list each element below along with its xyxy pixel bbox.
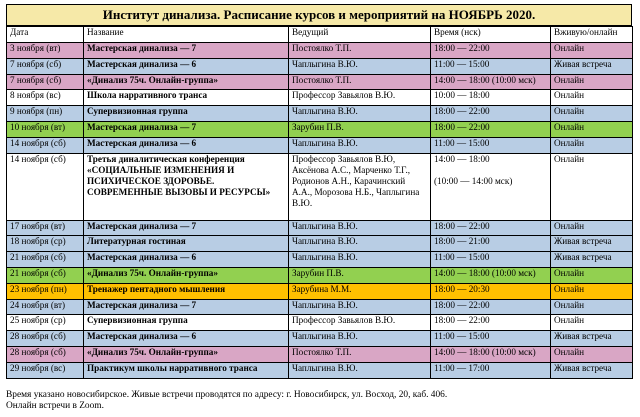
cell-mode: Онлайн xyxy=(551,137,633,153)
table-row xyxy=(7,283,633,299)
cell-name: Супервизионная группа xyxy=(84,315,289,331)
cell-time: 18:00 — 22:00 xyxy=(431,43,551,59)
cell-host: Чаплыгина В.Ю. xyxy=(289,106,431,122)
cell-mode: Онлайн xyxy=(551,315,633,331)
table-row xyxy=(7,43,633,59)
cell-date: 28 ноября (сб) xyxy=(7,346,84,362)
schedule-title: Институт динализа. Расписание курсов и мероприятий на НОЯБРЬ 2020. xyxy=(6,4,632,26)
cell-host: Чаплыгина В.Ю. xyxy=(289,58,431,74)
cell-host: Чаплыгина В.Ю. xyxy=(289,252,431,268)
cell-mode: Живая встреча xyxy=(551,362,633,378)
cell-time: 10:00 — 18:00 xyxy=(431,90,551,106)
cell-host: Чаплыгина В.Ю. xyxy=(289,331,431,347)
table-row xyxy=(7,252,633,268)
cell-host: Постоялко Т.П. xyxy=(289,74,431,90)
cell-host: Профессор Завьялов В.Ю. xyxy=(289,315,431,331)
cell-mode: Онлайн xyxy=(551,121,633,137)
cell-time: 11:00 — 17:00 xyxy=(431,362,551,378)
cell-mode: Онлайн xyxy=(551,43,633,59)
cell-mode: Живая встреча xyxy=(551,331,633,347)
table-row xyxy=(7,267,633,283)
cell-name: Третья диналитическая конференция «СОЦИАЛЬНЫЕ ИЗМЕНЕНИЯ И ПСИХИЧЕСКОЕ ЗДОРОВЬЕ. СОВРЕМЕННЫЕ ВЫЗОВЫ И РЕСУРСЫ» xyxy=(84,153,289,220)
cell-date: 28 ноября (сб) xyxy=(7,331,84,347)
cell-mode: Онлайн xyxy=(551,267,633,283)
cell-date: 10 ноября (вт) xyxy=(7,121,84,137)
cell-date: 21 ноября (сб) xyxy=(7,267,84,283)
cell-mode: Живая встреча xyxy=(551,252,633,268)
cell-host: Зарубина М.М. xyxy=(289,283,431,299)
footer-online-note: Онлайн встречи в Zoom. xyxy=(6,401,104,411)
table-row xyxy=(7,299,633,315)
cell-host: Постоялко Т.П. xyxy=(289,346,431,362)
cell-time: 14:00 — 18:00 (10:00 мск) xyxy=(431,346,551,362)
cell-host: Профессор Завьялов В.Ю, Аксёнова А.С., Марченко Т.Г., Родионов А.Н., Карачинский А.А., Морозова Н.Б., Чаплыгина В.Ю. xyxy=(289,153,431,220)
column-header-date: Дата xyxy=(7,27,84,43)
table-row xyxy=(7,137,633,153)
cell-time xyxy=(431,153,551,220)
cell-mode: Онлайн xyxy=(551,299,633,315)
column-header-mode: Вживую/онлайн xyxy=(551,27,633,43)
cell-name: Мастерская динализа — 6 xyxy=(84,137,289,153)
cell-host: Зарубин П.В. xyxy=(289,121,431,137)
cell-time: 11:00 — 15:00 xyxy=(431,58,551,74)
conference-time: 14:00 — 18:00 xyxy=(434,153,490,164)
cell-date: 21 ноября (сб) xyxy=(7,252,84,268)
cell-mode: Онлайн xyxy=(551,106,633,122)
cell-mode: Онлайн xyxy=(551,346,633,362)
cell-name: Литературная гостиная xyxy=(84,236,289,252)
cell-date: 14 ноября (сб) xyxy=(7,153,84,220)
cell-name: Практикум школы нарративного транса xyxy=(84,362,289,378)
cell-date: 24 ноября (вт) xyxy=(7,299,84,315)
cell-time: 14:00 — 18:00 (10:00 мск) xyxy=(431,267,551,283)
cell-name: «Динализ 75ч. Онлайн-группа» xyxy=(84,74,289,90)
cell-date: 7 ноября (сб) xyxy=(7,58,84,74)
table-row xyxy=(7,106,633,122)
cell-time: 18:00 — 22:00 xyxy=(431,299,551,315)
table-row xyxy=(7,331,633,347)
cell-time: 18:00 — 21:00 xyxy=(431,236,551,252)
cell-name: Мастерская динализа — 6 xyxy=(84,58,289,74)
cell-mode: Онлайн xyxy=(551,74,633,90)
table-row xyxy=(7,315,633,331)
table-row xyxy=(7,220,633,236)
cell-time: 11:00 — 15:00 xyxy=(431,331,551,347)
table-row xyxy=(7,346,633,362)
cell-name: Мастерская динализа — 7 xyxy=(84,299,289,315)
cell-name: «Динализ 75ч. Онлайн-группа» xyxy=(84,267,289,283)
cell-time: 18:00 — 22:00 xyxy=(431,220,551,236)
footer-address-note: Время указано новосибирское. Живые встречи проводятся по адресу: г. Новосибирск, ул. Восход, 20, каб. 406. xyxy=(6,390,448,400)
cell-name: Супервизионная группа xyxy=(84,106,289,122)
cell-name: Мастерская динализа — 6 xyxy=(84,331,289,347)
cell-date: 23 ноября (пн) xyxy=(7,283,84,299)
table-row xyxy=(7,58,633,74)
cell-date: 17 ноября (вт) xyxy=(7,220,84,236)
cell-name: Школа нарративного транса xyxy=(84,90,289,106)
cell-name: Мастерская динализа — 7 xyxy=(84,43,289,59)
cell-name: Тренажер пентадного мышления xyxy=(84,283,289,299)
cell-date: 9 ноября (пн) xyxy=(7,106,84,122)
cell-time: 18:00 — 22:00 xyxy=(431,315,551,331)
column-header-name: Название xyxy=(84,27,289,43)
conference-time-msk: (10:00 — 14:00 мск) xyxy=(434,175,513,186)
table-row-conference xyxy=(7,153,633,220)
footer-note xyxy=(6,390,447,412)
cell-host: Профессор Завьялов В.Ю. xyxy=(289,90,431,106)
cell-host: Чаплыгина В.Ю. xyxy=(289,299,431,315)
cell-name: Мастерская динализа — 7 xyxy=(84,121,289,137)
cell-host: Чаплыгина В.Ю. xyxy=(289,220,431,236)
cell-mode: Онлайн xyxy=(551,283,633,299)
cell-name: Мастерская динализа — 6 xyxy=(84,252,289,268)
cell-mode: Онлайн xyxy=(551,220,633,236)
cell-host: Чаплыгина В.Ю. xyxy=(289,236,431,252)
column-header-time: Время (нск) xyxy=(431,27,551,43)
cell-time: 18:00 — 20:30 xyxy=(431,283,551,299)
cell-date: 3 ноября (вт) xyxy=(7,43,84,59)
cell-name: «Динализ 75ч. Онлайн-группа» xyxy=(84,346,289,362)
cell-date: 14 ноября (сб) xyxy=(7,137,84,153)
schedule-table xyxy=(6,26,633,379)
cell-date: 7 ноября (сб) xyxy=(7,74,84,90)
cell-time: 18:00 — 22:00 xyxy=(431,106,551,122)
cell-time: 14:00 — 18:00 (10:00 мск) xyxy=(431,74,551,90)
table-row xyxy=(7,90,633,106)
cell-date: 8 ноября (вс) xyxy=(7,90,84,106)
cell-mode: Живая встреча xyxy=(551,58,633,74)
cell-name: Мастерская динализа — 7 xyxy=(84,220,289,236)
table-row xyxy=(7,236,633,252)
table-row xyxy=(7,74,633,90)
cell-date: 25 ноября (ср) xyxy=(7,315,84,331)
cell-host: Чаплыгина В.Ю. xyxy=(289,137,431,153)
table-row xyxy=(7,362,633,378)
cell-date: 29 ноября (вс) xyxy=(7,362,84,378)
cell-time: 18:00 — 22:00 xyxy=(431,121,551,137)
cell-time: 11:00 — 15:00 xyxy=(431,252,551,268)
cell-mode: Онлайн xyxy=(551,153,633,220)
cell-host: Постоялко Т.П. xyxy=(289,43,431,59)
column-header-host: Ведущий xyxy=(289,27,431,43)
table-header-row xyxy=(7,27,633,43)
cell-host: Чаплыгина В.Ю. xyxy=(289,362,431,378)
table-row xyxy=(7,121,633,137)
cell-time: 11:00 — 15:00 xyxy=(431,137,551,153)
cell-host: Зарубин П.В. xyxy=(289,267,431,283)
cell-date: 18 ноября (ср) xyxy=(7,236,84,252)
cell-mode: Онлайн xyxy=(551,90,633,106)
cell-mode: Живая встреча xyxy=(551,236,633,252)
schedule xyxy=(6,4,632,379)
